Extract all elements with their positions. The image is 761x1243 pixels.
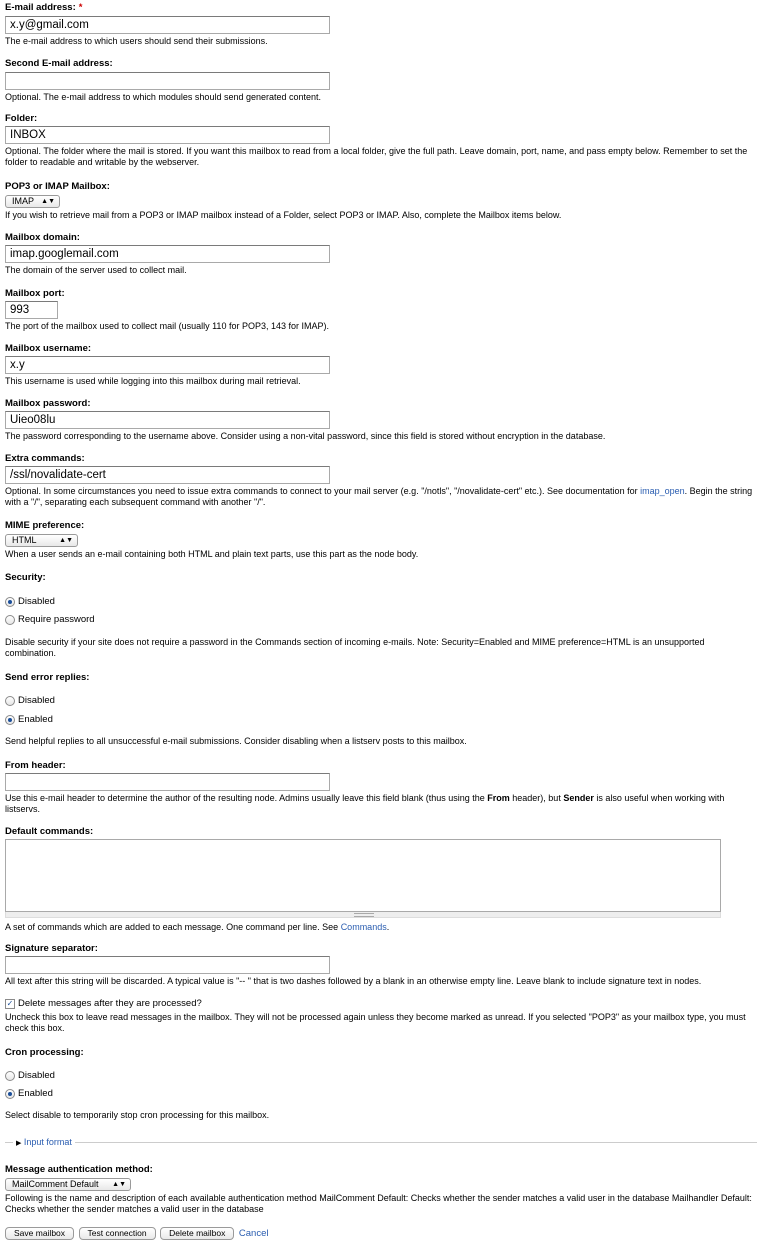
radio-checked-icon[interactable]: [5, 1089, 15, 1099]
second-email-field-group: [5, 58, 757, 103]
second-email-description: Optional. The e-mail address to which modules should send generated content.: [5, 92, 322, 102]
error-replies-label: Send error replies:: [5, 672, 90, 683]
radio-unchecked-icon[interactable]: [5, 1071, 15, 1081]
signature-field-group: [5, 943, 757, 987]
error-replies-field-group: [5, 672, 757, 747]
email-input[interactable]: [5, 16, 330, 34]
input-format-link[interactable]: Input format: [23, 1137, 72, 1147]
fieldset-divider: [5, 1142, 757, 1143]
mailbox-port-field-group: [5, 288, 757, 332]
form-actions: [5, 1227, 757, 1240]
from-header-label: From header:: [5, 760, 66, 771]
radio-checked-icon[interactable]: [5, 715, 15, 725]
mailbox-port-label: Mailbox port:: [5, 288, 65, 299]
folder-label: Folder:: [5, 113, 38, 124]
default-commands-label: Default commands:: [5, 826, 94, 837]
input-format-toggle[interactable]: [13, 1136, 75, 1150]
security-description: Disable security if your site does not require a password in the Commands section of incoming e-mails. Note: Security=Enabled and MIME preference=HTML is an unsupported combination.: [5, 637, 705, 658]
mailbox-type-description: If you wish to retrieve mail from a POP3 or IMAP mailbox instead of a Folder, select POP3 or IMAP. Also, complete the Mailbox items below.: [5, 210, 562, 220]
folder-description: Optional. The folder where the mail is stored. If you want this mailbox to read from a local folder, give the full path. Leave domain, port, name, and pass empty below. Remember to set the folder to readable and writable by the webserver.: [5, 146, 748, 167]
email-field-group: [5, 2, 757, 47]
security-option-require-password[interactable]: Require password: [5, 614, 757, 626]
security-label: Security:: [5, 572, 46, 583]
folder-field-group: [5, 113, 757, 168]
checkbox-checked-icon[interactable]: ✓: [6, 999, 14, 1008]
folder-input[interactable]: [5, 126, 330, 144]
required-mark: *: [78, 2, 83, 13]
error-replies-option-enabled[interactable]: Enabled: [5, 714, 757, 726]
mailbox-password-label: Mailbox password:: [5, 398, 91, 409]
default-commands-field-group: [5, 826, 757, 933]
cron-description: Select disable to temporarily stop cron processing for this mailbox.: [5, 1110, 270, 1120]
cron-option-disabled[interactable]: Disabled: [5, 1070, 757, 1082]
auth-select[interactable]: [5, 1178, 131, 1191]
extra-commands-description: Optional. In some circumstances you need to issue extra commands to connect to your mail server (e.g. "/notls", "/novalidate-cert" etc.). See documentation for imap_open. Begin the string with a "/", separating each subsequent command with another "/".: [5, 486, 753, 507]
email-description: The e-mail address to which users should send their submissions.: [5, 36, 268, 46]
mailbox-username-description: This username is used while logging into this mailbox during mail retrieval.: [5, 376, 301, 386]
delete-messages-checkbox-row[interactable]: ✓ Delete messages after they are processed?: [6, 998, 202, 1009]
triangle-right-icon: ▶: [16, 1140, 22, 1147]
mailbox-type-label: POP3 or IMAP Mailbox:: [5, 181, 110, 192]
from-header-input[interactable]: [5, 773, 330, 791]
auth-field-group: [5, 1164, 757, 1215]
resize-grip[interactable]: [5, 912, 721, 918]
default-commands-textarea[interactable]: [5, 839, 721, 912]
extra-commands-label: Extra commands:: [5, 453, 85, 464]
from-header-description: Use this e-mail header to determine the author of the resulting node. Admins usually leave this field blank (thus using the From header), but Sender is also useful when working with listservs.: [5, 793, 725, 814]
input-format-fieldset: [5, 1136, 757, 1148]
radio-checked-icon[interactable]: [5, 597, 15, 607]
radio-unchecked-icon[interactable]: [5, 696, 15, 706]
cron-label: Cron processing:: [5, 1047, 84, 1058]
cancel-link[interactable]: Cancel: [238, 1228, 269, 1239]
imap-open-link[interactable]: imap_open: [640, 486, 685, 496]
mailbox-domain-field-group: [5, 232, 757, 276]
mailbox-type-selected: IMAP: [12, 196, 35, 206]
error-replies-option-disabled[interactable]: Disabled: [5, 695, 757, 707]
mime-field-group: [5, 520, 757, 560]
signature-label: Signature separator:: [5, 943, 98, 954]
mailbox-username-label: Mailbox username:: [5, 343, 92, 354]
signature-description: All text after this string will be discarded. A typical value is "-- " that is two dashes followed by a blank in an otherwise empty line. Leave blank to include signature text in nodes.: [5, 976, 702, 986]
auth-selected: MailComment Default: [12, 1179, 99, 1189]
security-field-group: [5, 572, 757, 659]
email-label: E-mail address: *: [5, 2, 83, 13]
second-email-input[interactable]: [5, 72, 330, 90]
mailbox-port-description: The port of the mailbox used to collect mail (usually 110 for POP3, 143 for IMAP).: [5, 321, 329, 331]
mailbox-type-select[interactable]: [5, 195, 60, 208]
save-mailbox-button[interactable]: Save mailbox: [5, 1227, 74, 1240]
auth-description: Following is the name and description of each available authentication method MailComment Default: Checks whether the sender matches a valid user in the database Mailhandler Default: Checks whether the sender matches a valid user in the database: [5, 1193, 752, 1214]
mime-label: MIME preference:: [5, 520, 85, 531]
extra-commands-input[interactable]: [5, 466, 330, 484]
mime-description: When a user sends an e-mail containing both HTML and plain text parts, use this part as the node body.: [5, 549, 419, 559]
from-header-field-group: [5, 760, 757, 815]
mailbox-port-input[interactable]: [5, 301, 58, 319]
delete-messages-field-group: [5, 998, 757, 1034]
mailbox-domain-input[interactable]: [5, 245, 330, 263]
mailbox-username-field-group: [5, 343, 757, 387]
radio-unchecked-icon[interactable]: [5, 615, 15, 625]
delete-messages-description: Uncheck this box to leave read messages in the mailbox. They will not be processed again unless they become marked as unread. If you selected "POP3" as your mailbox type, you must check this box.: [5, 1012, 746, 1033]
mailbox-type-field-group: [5, 181, 757, 221]
cron-field-group: [5, 1047, 757, 1121]
mailbox-domain-description: The domain of the server used to collect mail.: [5, 265, 187, 275]
mime-selected: HTML: [12, 535, 37, 545]
signature-input[interactable]: [5, 956, 330, 974]
default-commands-description: A set of commands which are added to each message. One command per line. See Commands.: [5, 922, 390, 932]
commands-link[interactable]: Commands: [340, 922, 387, 932]
mailbox-password-description: The password corresponding to the username above. Consider using a non-vital password, since this field is stored without encryption in the database.: [5, 431, 606, 441]
auth-label: Message authentication method:: [5, 1164, 153, 1175]
extra-commands-field-group: [5, 453, 757, 508]
mime-select[interactable]: [5, 534, 78, 547]
second-email-label: Second E-mail address:: [5, 58, 113, 69]
select-arrows-icon: ▲▼: [112, 1181, 126, 1188]
mailbox-domain-label: Mailbox domain:: [5, 232, 80, 243]
mailbox-username-input[interactable]: [5, 356, 330, 374]
mailbox-password-field-group: [5, 398, 757, 442]
select-arrows-icon: ▲▼: [59, 537, 73, 544]
error-replies-description: Send helpful replies to all unsuccessful e-mail submissions. Consider disabling when a listserv posts to this mailbox.: [5, 736, 467, 746]
delete-mailbox-button[interactable]: Delete mailbox: [160, 1227, 234, 1240]
test-connection-button[interactable]: Test connection: [79, 1227, 156, 1240]
select-arrows-icon: ▲▼: [41, 198, 55, 205]
mailbox-password-input[interactable]: [5, 411, 330, 429]
cron-option-enabled[interactable]: Enabled: [5, 1088, 757, 1100]
security-option-disabled[interactable]: Disabled: [5, 596, 757, 608]
